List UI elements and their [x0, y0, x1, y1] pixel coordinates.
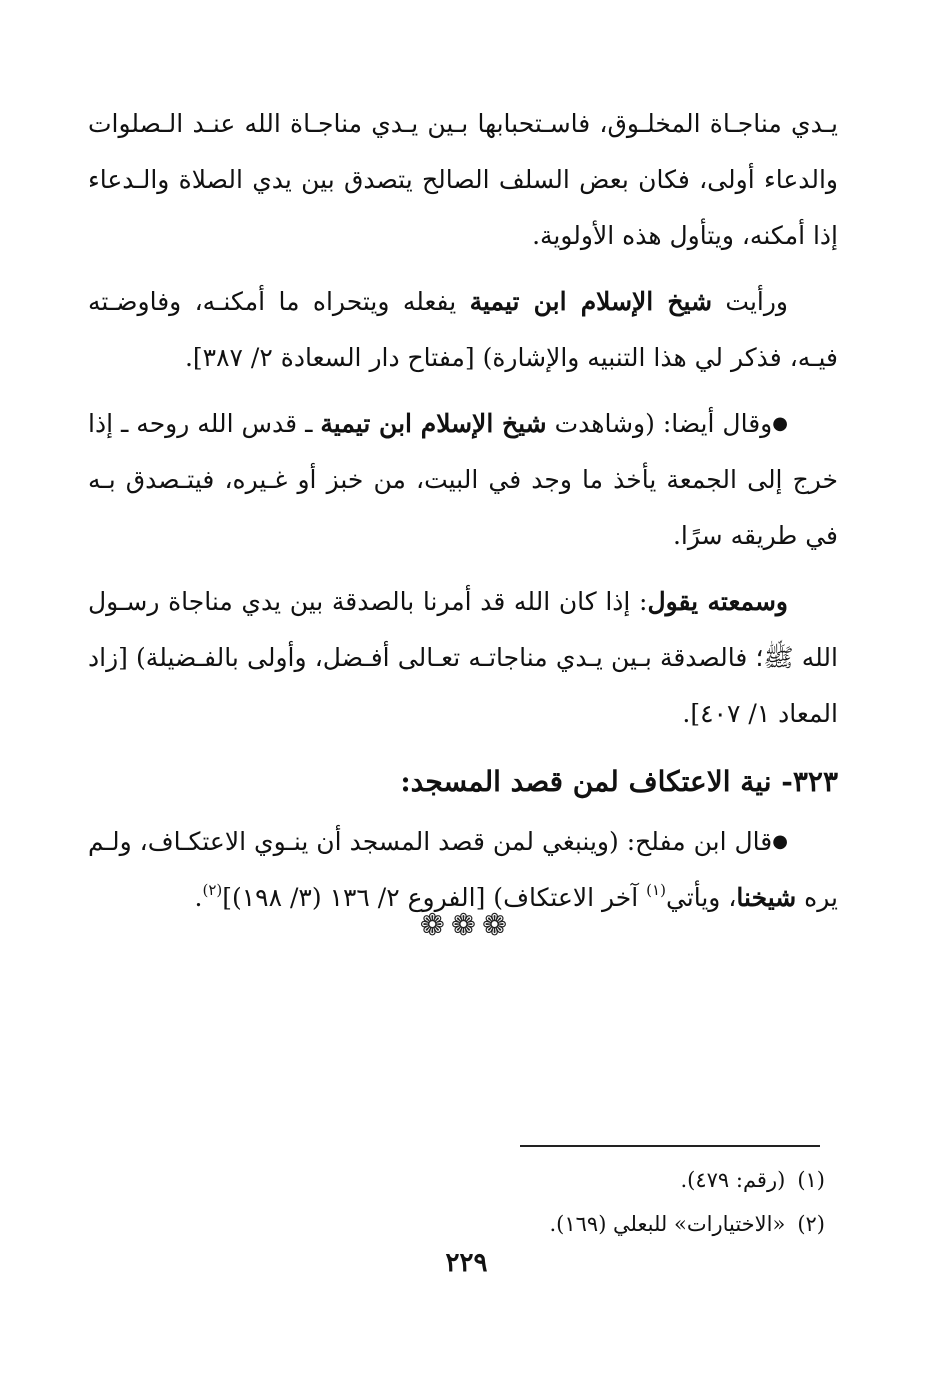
page-number: ٢٢٩ [445, 1248, 488, 1278]
bold-name: شيخ الإسلام ابن تيمية [469, 287, 713, 316]
footnote-number: (١) [797, 1168, 825, 1192]
footnote-text: «الاختيارات» للبعلي (١٦٩). [549, 1212, 786, 1236]
paragraph-friday-charity [88, 396, 838, 564]
body-text [88, 96, 838, 926]
paragraph-continuation: يـدي مناجـاة المخلـوق، فاسـتحبابها بـين يـدي مناجـاة الله عنـد الـصلوات والدعاء أولى، فكان بعض السلف الصالح يتصدق بين يدي الصلاة والـدعاء إذا أمكنه، ويتأول هذه الأولوية. [88, 109, 838, 250]
text-run: ورأيت [712, 287, 789, 316]
text-run: ـ قدس الله روحه ـ إذا خرج إلى الجمعة يأخذ ما وجد في البيت، من خبز أو غـيره، فيتـصدق بـه في طريقه سرًا. [88, 409, 838, 550]
text-run: قال ابن مفلح: (وينبغي لمن قصد المسجد أن ينـوي الاعتكـاف، ولـم يره [88, 827, 838, 912]
section-heading: ٣٢٣- نية الاعتكاف لمن قصد المسجد: [400, 765, 838, 798]
text-run: : إذا كان الله قد أمرنا بالصدقة بين يدي مناجاة رسـول الله ﷺ؛ فالصدقة بـين يـدي مناجاتـه تعـالى أفـضل، وأولى بالفـضيلة) [زاد المعاد ١/ ٤٠٧]. [88, 587, 838, 728]
bold-name: شيخ الإسلام ابن تيمية [320, 409, 547, 438]
footnote-text: (رقم: ٤٧٩). [680, 1168, 786, 1192]
footnote-separator [520, 1145, 820, 1147]
bold-name: شيخنا [736, 883, 797, 912]
bullet-icon: ● [772, 831, 788, 852]
section-divider-ornament-icon: ❁❁❁ [419, 908, 514, 943]
text-run: ، ويأتي [665, 883, 737, 912]
bold-phrase: وسمعته يقول [647, 587, 788, 616]
text-run: وقال أيضا: (وشاهدت [546, 409, 773, 438]
paragraph-quote [88, 574, 838, 742]
footnotes [300, 1158, 825, 1246]
paragraph-ibn-taymiyyah-practice [88, 274, 838, 386]
footnote-number: (٢) [797, 1212, 825, 1236]
text-run: آخر الاعتكاف) [الفروع ٢/ ١٣٦ (٣/ ١٩٨)] [222, 883, 647, 912]
footnote-ref-2[interactable]: (٢) [202, 881, 223, 899]
footnote-1 [300, 1158, 825, 1202]
bullet-icon: ● [772, 413, 788, 434]
text-run: . [194, 883, 203, 912]
footnote-2 [300, 1202, 825, 1246]
text-run: يفعله ويتحراه ما أمكنـه، وفاوضـته فيـه، فذكر لي هذا التنبيه والإشارة) [مفتاح دار السعادة ٢/ ٣٨٧]. [88, 287, 838, 372]
footnote-ref-1[interactable]: (١) [646, 881, 666, 899]
